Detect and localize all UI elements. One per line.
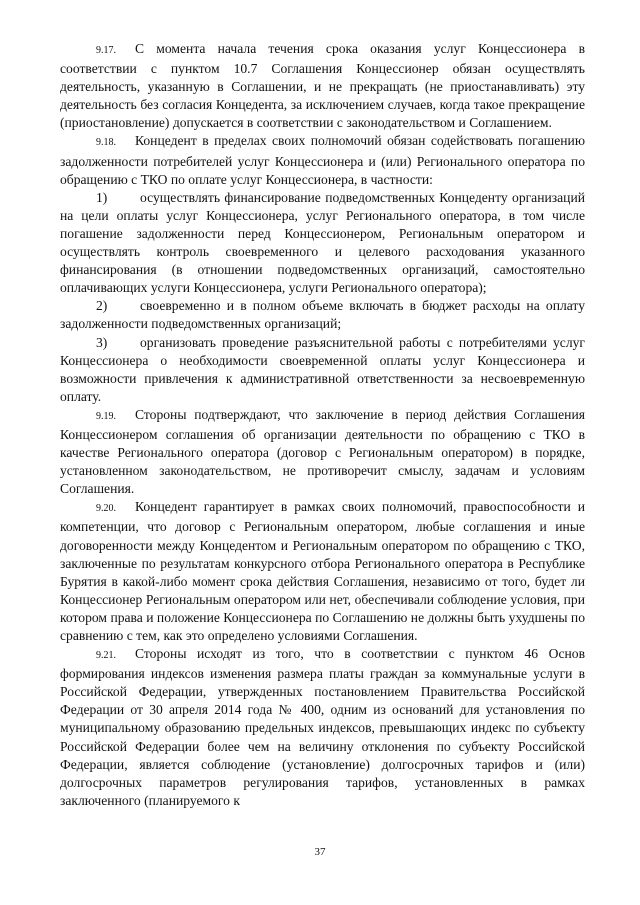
subclause-number: 2) xyxy=(96,298,108,314)
clause-9-18 xyxy=(60,132,585,188)
subclause-1 xyxy=(60,189,585,298)
clause-number: 9.19. xyxy=(96,410,116,422)
subclause-text: организовать проведение разъяснительной работы с потребителями услуг Концессионера о необходимости своевременной оплаты услуг Концессионера и возможности привлечения к административной ответственности за несвоевременную оплату. xyxy=(60,334,585,404)
clause-9-20 xyxy=(60,498,585,645)
clause-text: С момента начала течения срока оказания услуг Концессионера в соответствии с пунктом 10.7 Соглашения Концессионер обязан осуществлять деятельность, указанную в Соглашении, и не прекращать (не приостанавливать) эту деятельность без согласия Концедента, за исключением случаев, когда такое прекращение (приостановление) допускается в соответствии с законодательством и Соглашением. xyxy=(60,41,585,131)
clause-text: Концедент в пределах своих полномочий обязан содействовать погашению задолженности потребителей услуг Концессионера и (или) Регионального оператора по обращению с ТКО по оплате услуг Концессионера, в частности: xyxy=(60,133,585,187)
subclause-3 xyxy=(60,334,585,406)
clause-text: Стороны исходят из того, что в соответствии с пунктом 46 Основ формирования индексов изменения размера платы граждан за коммунальные услуги в Российской Федерации, утвержденных постановлением Правительства Российской Федерации от 30 апреля 2014 года № 400, одним из оснований для установления по муниципальному образованию предельных индексов, превышающих индекс по субъекту Российской Федерации более чем на величину отклонения по субъекту Российской Федерации, является соблюдение (установление) долгосрочных тарифов и (или) долгосрочных параметров регулирования тарифов, установленных в рамках заключенного (планируемого к xyxy=(60,646,585,808)
subclause-2 xyxy=(60,297,585,333)
subclause-number: 1) xyxy=(96,189,108,205)
clause-text: Стороны подтверждают, что заключение в период действия Соглашения Концессионером соглашения об организации деятельности по обращению с ТКО в качестве Регионального оператора (договор с Региональным оператором) в порядке, установленном законодательством, не противоречит смыслу, задачам и условиям Соглашения. xyxy=(60,406,585,497)
clause-9-17 xyxy=(60,40,585,132)
subclause-number: 3) xyxy=(96,334,108,350)
document-body xyxy=(60,40,585,810)
clause-number: 9.20. xyxy=(96,503,116,515)
page-number: 37 xyxy=(314,846,326,858)
clause-9-21 xyxy=(60,645,585,810)
subclause-text: осуществлять финансирование подведомственных Концеденту организаций на цели оплаты услуг Концессионера, услуг Регионального оператора, в том числе погашение задолженности перед Концессионером, Региональным оператором и осуществлять контроль своевременного и целевого расходования указанного финансирования (в отношении подведомственных организаций, самостоятельно оплачивающих услуги Концессионера, услуги Регионального оператора); xyxy=(60,189,585,296)
subclause-text: своевременно и в полном объеме включать в бюджет расходы на оплату задолженности подведомственных организаций; xyxy=(60,298,585,332)
clause-9-19 xyxy=(60,406,585,498)
clause-number: 9.17. xyxy=(96,45,116,56)
clause-number: 9.18. xyxy=(96,137,116,149)
clause-text: Концедент гарантирует в рамках своих полномочий, правоспособности и компетенции, что договор с Региональным оператором, любые соглашения и иные договоренности между Концедентом и Региональным оператором по обращению с ТКО, заключенные по результатам конкурсного отбора Регионального оператора в Республике Бурятия в какой-либо момент срока действия Соглашения, независимо от того, будет ли Концессионер Региональным оператором или нет, обеспечивали соблюдение условия, при котором права и положение Концессионера по Соглашению не должны быть ухудшены по сравнению с тем, как это определено условиями Соглашения. xyxy=(60,499,585,643)
clause-number: 9.21. xyxy=(96,650,116,662)
